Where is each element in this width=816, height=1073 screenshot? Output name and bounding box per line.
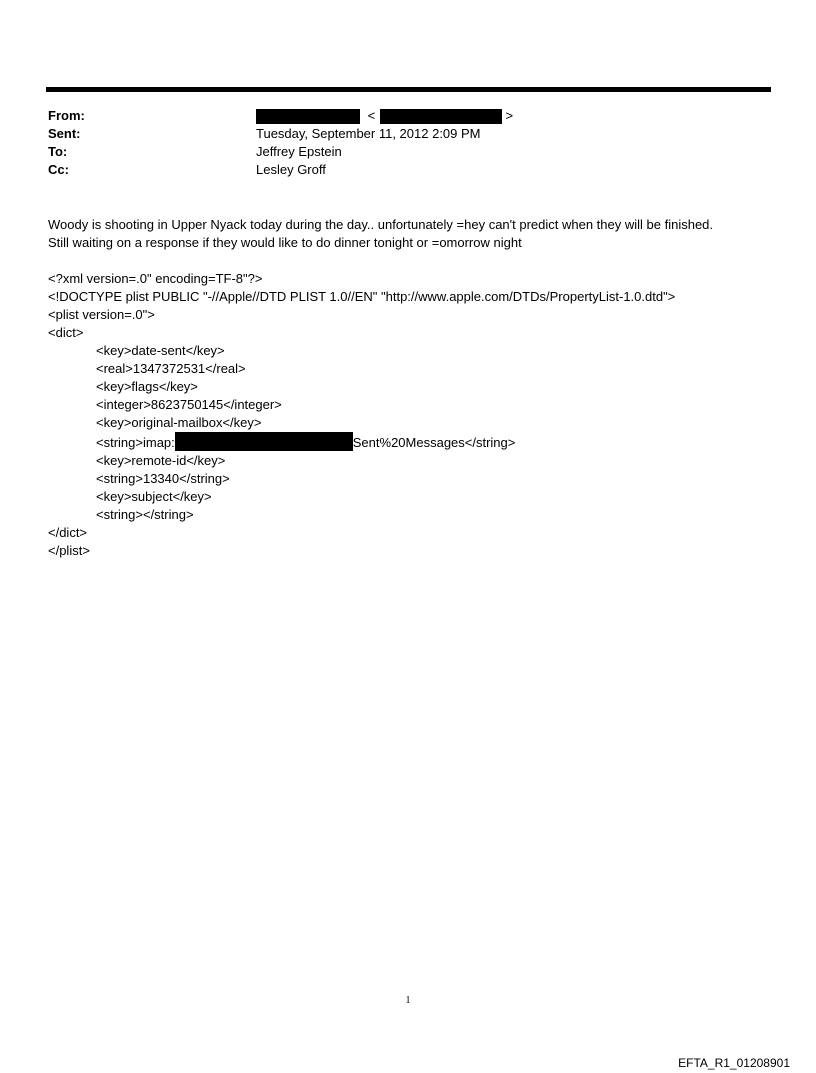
xml-line: <key>original-mailbox</key> bbox=[96, 415, 262, 430]
cc-label: Cc: bbox=[48, 162, 69, 177]
xml-line: <key>flags</key> bbox=[96, 379, 198, 394]
bates-number: EFTA_R1_01208901 bbox=[678, 1056, 790, 1070]
xml-line: <integer>8623750145</integer> bbox=[96, 397, 282, 412]
xml-line: <?xml version=.0" encoding=TF-8"?> bbox=[48, 271, 263, 286]
from-value bbox=[256, 107, 513, 125]
sent-row bbox=[48, 125, 768, 143]
from-label: From: bbox=[48, 108, 85, 123]
to-row bbox=[48, 143, 768, 161]
redaction-box bbox=[256, 109, 360, 124]
page-number: 1 bbox=[405, 995, 411, 1006]
email-body bbox=[48, 216, 778, 252]
sent-value: Tuesday, September 11, 2012 2:09 PM bbox=[256, 126, 481, 141]
top-rule bbox=[46, 87, 771, 92]
from-gt: > bbox=[505, 108, 514, 123]
xml-line: <plist version=.0"> bbox=[48, 307, 155, 322]
xml-line: </plist> bbox=[48, 543, 90, 558]
cc-row bbox=[48, 161, 768, 179]
xml-line: </dict> bbox=[48, 525, 88, 540]
cc-value: Lesley Groff bbox=[256, 162, 326, 177]
xml-line: <key>date-sent</key> bbox=[96, 343, 225, 358]
body-line: Still waiting on a response if they would like to do dinner tonight or =omorrow night bbox=[48, 235, 522, 250]
redaction-box bbox=[175, 432, 353, 451]
xml-line: <string></string> bbox=[96, 507, 194, 522]
xml-line: <string>13340</string> bbox=[96, 471, 230, 486]
xml-line: <!DOCTYPE plist PUBLIC "-//Apple//DTD PLIST 1.0//EN" "http://www.apple.com/DTDs/PropertyList-1.0.dtd"> bbox=[48, 289, 676, 304]
to-value: Jeffrey Epstein bbox=[256, 144, 342, 159]
xml-fragment: Sent%20Messages</string> bbox=[352, 435, 516, 450]
to-label: To: bbox=[48, 144, 68, 159]
from-row bbox=[48, 107, 768, 125]
xml-line: <key>remote-id</key> bbox=[96, 453, 226, 468]
from-lt: < bbox=[367, 108, 376, 123]
sent-label: Sent: bbox=[48, 126, 81, 141]
body-line: Woody is shooting in Upper Nyack today during the day.. unfortunately =hey can't predict when they will be finished. bbox=[48, 217, 714, 232]
email-header bbox=[48, 107, 768, 183]
plist-block bbox=[48, 270, 675, 560]
xml-line: <key>subject</key> bbox=[96, 489, 212, 504]
redaction-box bbox=[380, 109, 502, 124]
xml-line-mailbox bbox=[48, 432, 675, 452]
xml-line: <real>1347372531</real> bbox=[96, 361, 246, 376]
xml-fragment: <string>imap: bbox=[96, 435, 175, 450]
xml-line: <dict> bbox=[48, 325, 84, 340]
